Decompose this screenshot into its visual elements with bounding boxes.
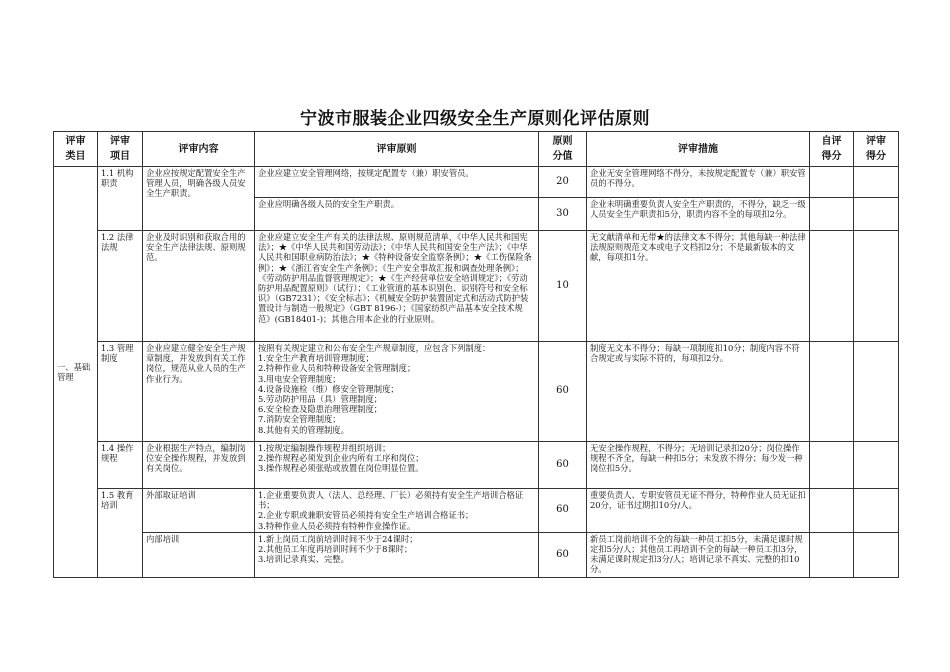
review-score-cell[interactable] <box>854 442 899 489</box>
table-row <box>54 442 899 489</box>
review-score-cell[interactable] <box>854 167 899 198</box>
table-header-row <box>54 132 899 167</box>
principle-cell: 按照有关规定建立和公布安全生产规章制度，应包含下列制度： 1.安全生产教育培训管理制度； 2.特种作业人员和特种设备安全管理制度； 3.用电安全管理制度； 4.设备设施检（维）修安全管理制度； 5.劳动防护用品（具）管理制度； 6.安全检查及隐患治理管理制度； 7.消防安全管理制度； 8.其他有关的管理制度。 <box>255 342 539 442</box>
review-score-cell[interactable] <box>854 342 899 442</box>
measure-cell: 企业无安全管理网络不得分，未按规定配置专（兼）职安管员的不得分。 <box>587 167 810 198</box>
table-row <box>54 167 899 198</box>
content-cell: 企业应按规定配置安全生产管理人员，明确各级人员安全生产职责。 <box>143 167 255 231</box>
score-cell: 60 <box>539 532 587 577</box>
header-principle: 评审原则 <box>255 132 539 167</box>
header-review-score: 评审 得分 <box>854 132 899 167</box>
page-title: 宁波市服装企业四级安全生产原则化评估原则 <box>300 109 650 129</box>
self-score-cell[interactable] <box>810 442 854 489</box>
review-score-cell[interactable] <box>854 489 899 533</box>
score-cell: 60 <box>539 489 587 533</box>
principle-cell: 1.按规定编制操作规程并组织培训； 2.操作规程必须发到企业内所有工序和岗位； 3.操作规程必须张贴或放置在岗位明显位置。 <box>255 442 539 489</box>
principle-cell: 1.企业重要负责人（法人、总经理、厂长）必须持有安全生产培训合格证书； 2.企业专职或兼职安管员必须持有安全生产培训合格证书； 3.特种作业人员必须持有特种作业操作证。 <box>255 489 539 533</box>
header-score: 原则 分值 <box>539 132 587 167</box>
measure-cell: 制度无文本不得分；每缺一项制度扣10分；制度内容不符合规定或与实际不符的，每项扣2分。 <box>587 342 810 442</box>
score-cell: 10 <box>539 231 587 342</box>
self-score-cell[interactable] <box>810 167 854 198</box>
measure-cell: 无文献清单和无带★的法律文本不得分；其他每缺一种法律法规原则规范文本或电子文档扣2分；不是最新版本的文献，每项扣1分。 <box>587 231 810 342</box>
measure-cell: 无安全操作规程，不得分；无培训记录扣20分；岗位操作规程不齐全，每缺一种扣5分；未发放不得分；每少发一种岗位扣5分。 <box>587 442 810 489</box>
item-cell: 1.1 机构职责 <box>98 167 143 231</box>
item-cell: 1.2 法律法规 <box>98 231 143 342</box>
table-row <box>54 489 899 533</box>
self-score-cell[interactable] <box>810 198 854 231</box>
header-category: 评审 类目 <box>54 132 98 167</box>
content-cell: 企业根据生产特点，编制岗位安全操作规程，并发放到有关岗位。 <box>143 442 255 489</box>
evaluation-table <box>53 131 899 578</box>
score-cell: 30 <box>539 198 587 231</box>
header-item: 评审 项目 <box>98 132 143 167</box>
score-cell: 60 <box>539 342 587 442</box>
score-cell: 60 <box>539 442 587 489</box>
category-cell: 一、基础管理 <box>54 167 98 578</box>
table-row <box>54 231 899 342</box>
review-score-cell[interactable] <box>854 231 899 342</box>
principle-cell: 企业应明确各级人员的安全生产职责。 <box>255 198 539 231</box>
score-cell: 20 <box>539 167 587 198</box>
content-cell: 企业应建立健全安全生产规章制度，并发放到有关工作岗位，规范从业人员的生产作业行为。 <box>143 342 255 442</box>
self-score-cell[interactable] <box>810 342 854 442</box>
measure-cell: 新员工岗前培训不全的每缺一种员工扣5分，未满足课时规定扣5分/人；其他员工再培训不全的每缺一种员工扣3分，未满足课时规定扣3分/人；培训记录不真实、完整的扣10分。 <box>587 532 810 577</box>
header-measure: 评审措施 <box>587 132 810 167</box>
measure-cell: 重要负责人、专职安管员无证不得分，特种作业人员无证扣20分，证书过期扣10分/人。 <box>587 489 810 533</box>
principle-cell: 企业应建立安全生产有关的法律法规、原则规范清单，《中华人民共和国宪法》；★《中华人民共和国劳动法》；《中华人民共和国安全生产法》；《中华人民共和国职业病防治法》；★《特种设备安全监察条例》；★《工伤保险条例》；★《浙江省安全生产条例》；《生产安全事故汇报和调查处理条例》；《劳动防护用品监督管理规定》；★《生产经营单位安全培训规定》；《劳动防护用品配置原则》（试行）；《工业管道的基本识别色、识别符号和安全标识》（GB7231）；《安全标志》；《机械安全防护装置固定式和活动式防护装置设计与制造一般规定》（GBT 8196-）；《国家纺织产品基本安全技术规范》(GB18401-)；其他合用本企业的行业原则。 <box>255 231 539 342</box>
table-row <box>54 532 899 577</box>
content-cell: 外部取证培训 <box>143 489 255 533</box>
measure-cell: 企业未明确重要负责人安全生产职责的，不得分，缺乏一级人员安全生产职责扣5分，职责内容不全的每项扣2分。 <box>587 198 810 231</box>
item-cell: 1.5 教育培训 <box>98 489 143 578</box>
review-score-cell[interactable] <box>854 198 899 231</box>
self-score-cell[interactable] <box>810 231 854 342</box>
item-cell: 1.3 管理制度 <box>98 342 143 442</box>
review-score-cell[interactable] <box>854 532 899 577</box>
header-self-score: 自评 得分 <box>810 132 854 167</box>
content-cell: 内部培训 <box>143 532 255 577</box>
header-content: 评审内容 <box>143 132 255 167</box>
content-cell: 企业及时识别和获取合用的安全生产法律法规、原则规范。 <box>143 231 255 342</box>
item-cell: 1.4 操作规程 <box>98 442 143 489</box>
self-score-cell[interactable] <box>810 489 854 533</box>
principle-cell: 1.新上岗员工岗前培训时间不少于24课时； 2.其他员工年度再培训时间不少于8课时； 3.培训记录真实、完整。 <box>255 532 539 577</box>
table-row <box>54 342 899 442</box>
self-score-cell[interactable] <box>810 532 854 577</box>
principle-cell: 企业应建立安全管理网络，按规定配置专（兼）职安管员。 <box>255 167 539 198</box>
